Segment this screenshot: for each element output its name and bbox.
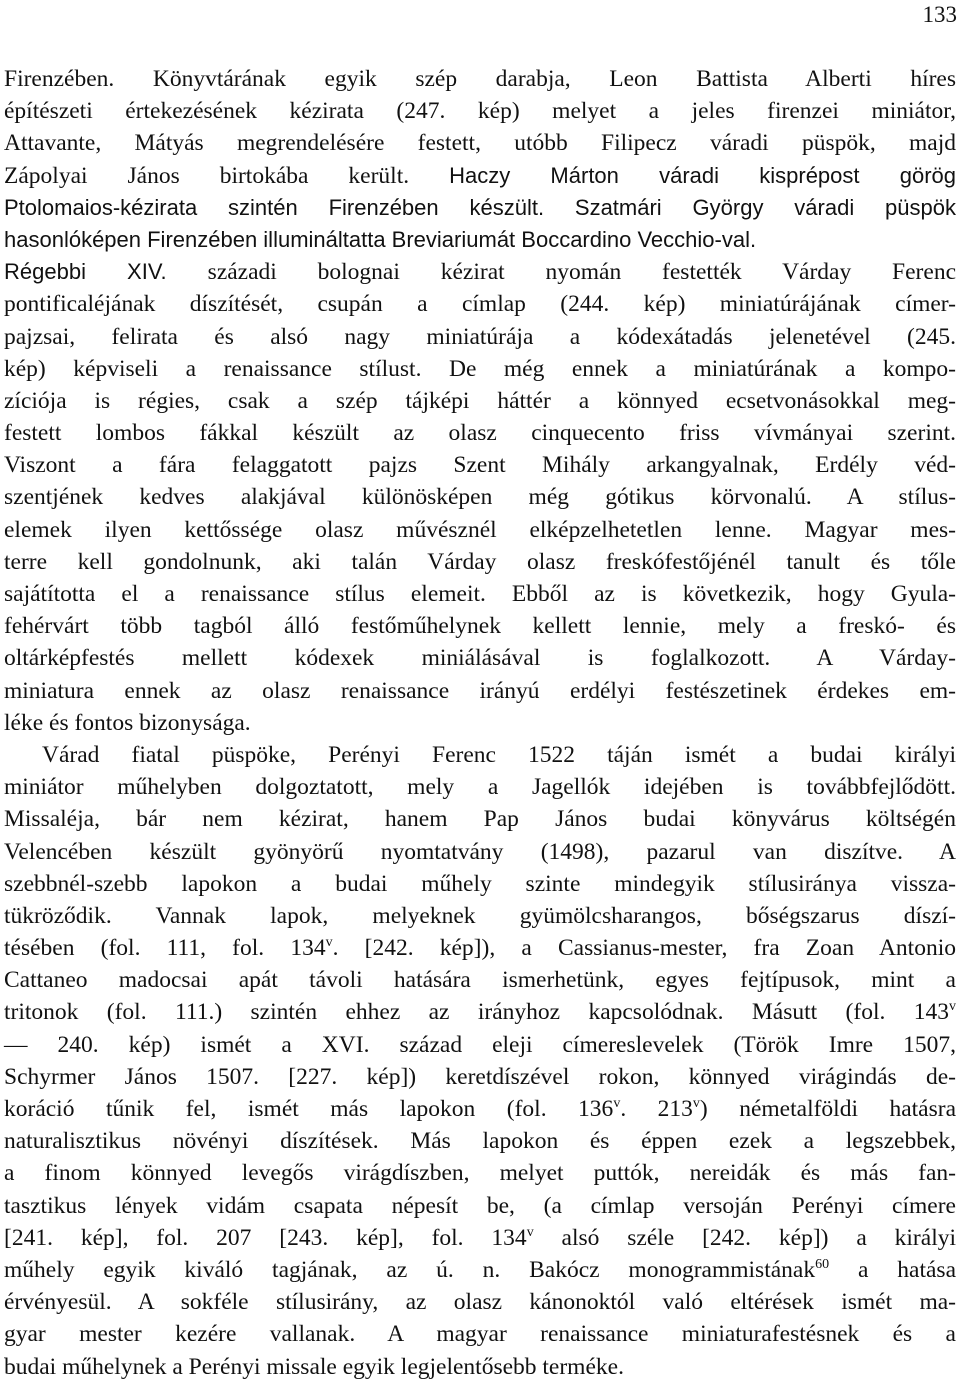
text-line bbox=[4, 514, 956, 546]
text-segment: századi bolognai kézirat nyomán festették Várday Ferenc bbox=[207, 259, 956, 286]
text-segment: tésében (fol. 111, fol. 134 bbox=[4, 935, 326, 962]
text-segment: érvényesül. A sokféle stílusirány, az olasz kánonoktól való eltérések ismét ma- bbox=[4, 1289, 956, 1316]
text-segment: alsó széle [242. kép]) a királyi bbox=[533, 1224, 956, 1251]
text-segment: [241. kép], fol. 207 [243. kép], fol. 134 bbox=[4, 1224, 527, 1251]
superscript: v bbox=[613, 1096, 621, 1111]
text-line bbox=[4, 321, 956, 353]
text-line bbox=[4, 63, 956, 95]
superscript: v bbox=[325, 935, 333, 951]
text-segment: Missaléja, bár nem kézirat, hanem Pap János budai könyvárus költségén bbox=[4, 806, 956, 833]
text-line bbox=[4, 224, 956, 256]
text-line bbox=[4, 192, 956, 224]
text-segment: pontificaléjának díszítését, csupán a címlap (244. kép) miniatúrájának címer- bbox=[4, 291, 956, 318]
text-line bbox=[4, 546, 956, 578]
text-segment: pajzsai, felirata és alsó nagy miniatúrája a kódexátadás jelenetével (245. bbox=[4, 323, 956, 350]
text-line bbox=[4, 964, 956, 996]
text-segment: . 213 bbox=[620, 1096, 693, 1122]
superscript: v bbox=[692, 1096, 700, 1111]
text-segment: koráció tűnik fel, ismét más lapokon (fol. 136 bbox=[4, 1096, 614, 1122]
body-text bbox=[4, 63, 956, 1383]
text-segment: zíciója is régies, csak a szép tájképi háttér a könnyed ecsetvonásokkal meg- bbox=[4, 387, 956, 414]
text-segment: Várad fiatal püspöke, Perényi Ferenc 1522 táján ismét a budai királyi bbox=[42, 741, 956, 768]
text-line bbox=[4, 160, 956, 192]
text-segment: műhely egyik kiváló tagjának, az ú. n. Bakócz monogrammistának bbox=[4, 1256, 816, 1283]
page-number: 133 bbox=[922, 2, 957, 27]
text-line bbox=[4, 1157, 956, 1189]
text-line bbox=[4, 675, 956, 707]
text-line bbox=[4, 1254, 956, 1286]
text-segment: gyar mester kezére vallanak. A magyar renaissance miniaturafestésnek és a bbox=[4, 1321, 956, 1348]
text-segment: miniátor műhelyben dolgoztatott, mely a Jagellók idejében is továbbfejlődött. bbox=[4, 774, 956, 801]
text-line bbox=[4, 353, 956, 385]
text-line bbox=[4, 1351, 956, 1383]
text-segment: hasonlóképen Firenzében illumináltatta Breviariumát Boccardino Vecchio-val. bbox=[4, 226, 757, 252]
text-segment: Viszont a fára felaggatott pajzs Szent Mihály arkangyalnak, Erdély véd- bbox=[4, 452, 956, 479]
text-segment: tasztikus lények vidám csapata népesít be, (a címlap versoján Perényi címere bbox=[4, 1192, 956, 1219]
text-line bbox=[4, 1286, 956, 1318]
text-segment: fehérvárt több tagból álló festőműhelynek kellett lennie, mely a freskó- és bbox=[4, 613, 956, 640]
text-segment: festett lombos fákkal készült az olasz cinquecento friss vívmányai szerint. bbox=[4, 420, 956, 447]
text-line bbox=[4, 803, 956, 835]
text-line bbox=[4, 1029, 956, 1061]
text-segment: Ptolomaios-kézirata szintén Firenzében készült. Szatmári György váradi püspök bbox=[4, 194, 956, 220]
text-line bbox=[4, 1125, 956, 1157]
text-segment: Haczy Márton váradi kisprépost görög bbox=[449, 162, 956, 188]
text-segment: elemek ilyen kettőssége olasz művésznél elképzelhetetlen lenne. Magyar mes- bbox=[4, 516, 956, 543]
text-segment: Régebbi XIV. bbox=[4, 259, 208, 285]
text-line bbox=[4, 996, 956, 1028]
text-line bbox=[4, 642, 956, 674]
text-line bbox=[4, 1190, 956, 1222]
text-line bbox=[4, 127, 956, 159]
text-line bbox=[4, 288, 956, 320]
text-line bbox=[4, 417, 956, 449]
text-segment: Zápolyai János birtokába került. bbox=[4, 162, 450, 189]
text-segment: naturalisztikus növényi díszítések. Más lapokon és éppen ezek a legszebbek, bbox=[4, 1128, 956, 1155]
text-segment: Attavante, Mátyás megrendelésére festett, utóbb Filipecz váradi püspök, majd bbox=[4, 130, 956, 157]
text-line bbox=[4, 1061, 956, 1093]
text-segment: szentjének kedves alakjával különösképen még gótikus körvonalú. A stílus- bbox=[4, 484, 956, 511]
superscript: v bbox=[949, 999, 956, 1015]
text-line bbox=[4, 578, 956, 610]
text-line bbox=[4, 932, 956, 964]
text-line bbox=[4, 1093, 956, 1125]
text-segment: Velencében készült gyönyörű nyomtatvány (1498), pazarul van diszítve. A bbox=[4, 838, 956, 865]
text-line bbox=[4, 256, 956, 288]
text-segment: oltárképfestés mellett kódexek miniálásával is foglalkozott. A Várday- bbox=[4, 645, 956, 672]
text-segment: tritonok (fol. 111.) szintén ehhez az irányhoz kapcsolódnak. Másutt (fol. 143 bbox=[4, 999, 949, 1026]
text-line bbox=[4, 610, 956, 642]
text-line bbox=[4, 481, 956, 513]
text-segment: léke és fontos bizonysága. bbox=[4, 709, 251, 736]
text-segment: Firenzében. Könyvtárának egyik szép darabja, Leon Battista Alberti híres bbox=[4, 66, 956, 92]
text-segment: Cattaneo madocsai apát távoli hatására ismerhetünk, egyes fejtípusok, mint a bbox=[4, 967, 956, 994]
text-line bbox=[4, 449, 956, 481]
text-segment: sajátította el a renaissance stílus elemeit. Ebből az is következik, hogy Gyula- bbox=[4, 581, 956, 607]
text-segment: terre kell gondolnunk, aki talán Várday olasz freskófestőjénél tanult és tőle bbox=[4, 548, 956, 575]
text-segment: szebbnél-szebb lapokon a budai műhely szinte mindegyik stílusiránya vissza- bbox=[4, 870, 956, 897]
superscript: v bbox=[526, 1224, 534, 1240]
text-segment: miniatura ennek az olasz renaissance irányú erdélyi festészetinek érdekes em- bbox=[4, 677, 956, 704]
text-segment: budai műhelynek a Perényi missale egyik legjelentősebb terméke. bbox=[4, 1353, 624, 1380]
text-segment: a hatása bbox=[829, 1256, 956, 1283]
text-segment: De még ennek a miniatúrának a kompo- bbox=[448, 355, 957, 382]
text-segment: kép) képviseli a renaissance stílust. bbox=[4, 355, 449, 382]
text-segment: . [242. kép]), a Cassianus-mester, fra Zoan Antonio bbox=[332, 935, 956, 962]
text-line bbox=[4, 868, 956, 900]
text-segment: tükröződik. Vannak lapok, melyeknek gyümölcsharangos, bőségszarus díszí- bbox=[4, 902, 956, 929]
text-line bbox=[4, 771, 956, 803]
text-segment: a finom könnyed levegős virágdíszben, melyet puttók, nereidák és más fan- bbox=[4, 1160, 956, 1187]
text-line bbox=[4, 707, 956, 739]
text-segment: Schyrmer János 1507. [227. kép]) keretdíszével rokon, könnyed virágindás de- bbox=[4, 1063, 956, 1090]
text-segment: — 240. kép) ismét a XVI. század eleji címereslevelek (Török Imre 1507, bbox=[4, 1031, 956, 1058]
text-line bbox=[4, 1222, 956, 1254]
text-line bbox=[4, 836, 956, 868]
superscript: 60 bbox=[815, 1256, 830, 1272]
text-line bbox=[4, 385, 956, 417]
text-segment: építészeti értekezésének kézirata (247. kép) melyet a jeles firenzei miniátor, bbox=[4, 98, 956, 125]
text-line bbox=[4, 900, 956, 932]
text-segment: ) németalföldi hatásra bbox=[699, 1096, 957, 1122]
text-line bbox=[4, 95, 956, 127]
text-line bbox=[4, 1318, 956, 1350]
text-line bbox=[4, 739, 956, 771]
